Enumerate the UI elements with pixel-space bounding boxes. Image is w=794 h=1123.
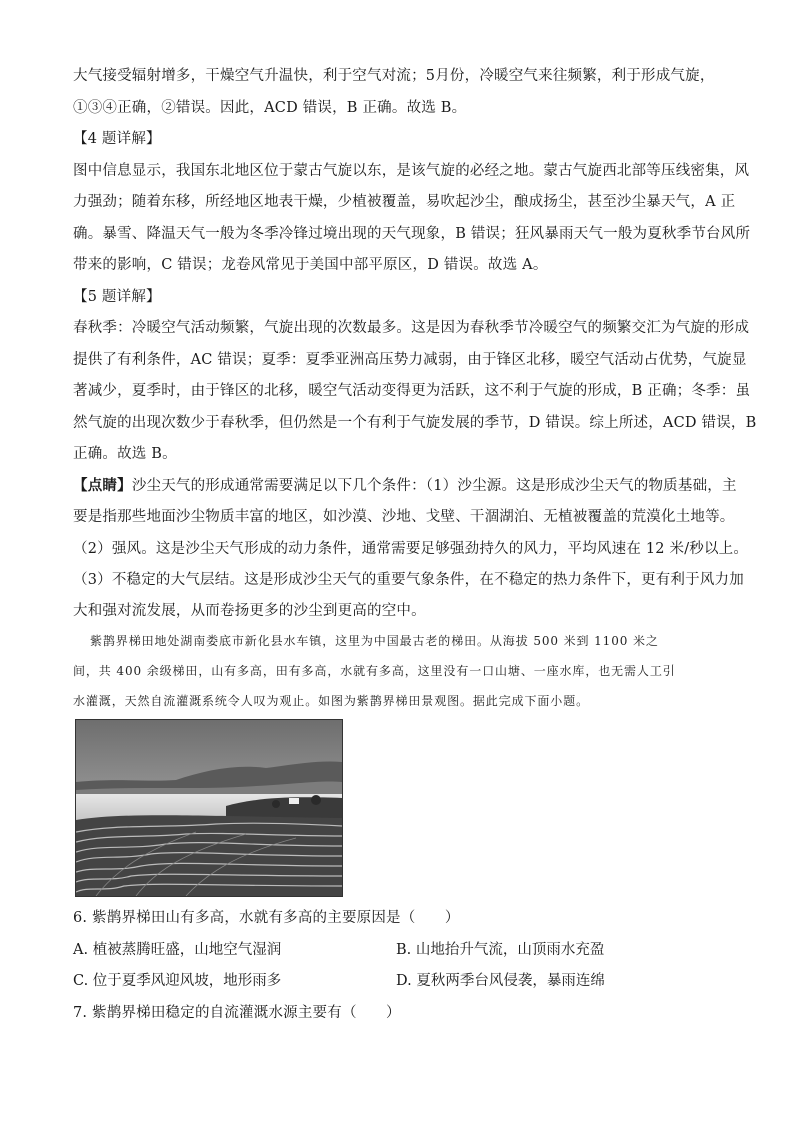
tip-line: （2）强风。这是沙尘天气形成的动力条件，通常需要足够强劲持久的风力，平均风速在 12 米/秒以上。 xyxy=(73,541,749,557)
q4-line: 带来的影响，C 错误；龙卷风常见于美国中部平原区，D 错误。故选 A。 xyxy=(73,257,548,273)
q6-stem: 6. 紫鹊界梯田山有多高，水就有多高的主要原因是（ ） xyxy=(73,910,460,926)
q4-heading: 【4 题详解】 xyxy=(73,131,161,147)
q5-heading: 【5 题详解】 xyxy=(73,289,161,305)
q5-line: 然气旋的出现次数少于春秋季，但仍然是一个有利于气旋发展的季节，D 错误。综上所述，ACD 错误，B xyxy=(73,415,757,431)
q5-line: 著减少，夏季时，由于锋区的北移，暖空气活动变得更为活跃，这不利于气旋的形成，B 正确；冬季：虽 xyxy=(73,383,751,399)
q5-line: 正确。故选 B。 xyxy=(73,446,177,462)
tip-line: 要是指那些地面沙尘物质丰富的地区，如沙漠、沙地、戈壁、干涸湖泊、无植被覆盖的荒漠化土地等。 xyxy=(73,509,735,525)
material-line: 水灌溉，天然自流灌溉系统令人叹为观止。如图为紫鹊界梯田景观图。据此完成下面小题。 xyxy=(73,694,590,708)
terrace-landscape-photo xyxy=(75,719,343,897)
q6-option-a[interactable]: A. 植被蒸腾旺盛，山地空气湿润 xyxy=(73,942,282,958)
text-line: ①③④正确，②错误。因此，ACD 错误，B 正确。故选 B。 xyxy=(73,100,467,116)
q6-option-c[interactable]: C. 位于夏季风迎风坡，地形雨多 xyxy=(73,973,282,989)
q5-line: 春秋季：冷暖空气活动频繁，气旋出现的次数最多。这是因为春秋季节冷暖空气的频繁交汇为气旋的形成 xyxy=(73,320,750,336)
text-line: 大气接受辐射增多，干燥空气升温快，利于空气对流；5月份，冷暖空气来往频繁，利于形成气旋， xyxy=(73,68,715,84)
tip-text: 沙尘天气的形成通常需要满足以下几个条件：（1）沙尘源。这是形成沙尘天气的物质基础，主 xyxy=(131,478,737,494)
q6-option-b[interactable]: B. 山地抬升气流，山顶雨水充盈 xyxy=(396,942,605,958)
tip-line: 大和强对流发展，从而卷扬更多的沙尘到更高的空中。 xyxy=(73,603,426,619)
q5-line: 提供了有利条件，AC 错误；夏季：夏季亚洲高压势力减弱，由于锋区北移，暖空气活动占优势，气旋显 xyxy=(73,352,747,368)
q4-line: 力强劲；随着东移，所经地区地表干燥，少植被覆盖，易吹起沙尘，酿成扬尘，甚至沙尘暴天气，A 正 xyxy=(73,194,736,210)
material-line: 间，共 400 余级梯田，山有多高，田有多高，水就有多高，这里没有一口山塘、一座水库，也无需人工引 xyxy=(73,664,676,678)
material-line: 紫鹊界梯田地处湖南娄底市新化县水车镇，这里为中国最古老的梯田。从海拔 500 米到 1100 米之 xyxy=(90,634,659,648)
q6-option-d[interactable]: D. 夏秋两季台风侵袭，暴雨连绵 xyxy=(396,973,605,989)
tip-label: 【点睛】 xyxy=(73,477,132,494)
tip-line: （3）不稳定的大气层结。这是形成沙尘天气的重要气象条件，在不稳定的热力条件下，更有利于风力加 xyxy=(73,572,744,588)
q7-stem: 7. 紫鹊界梯田稳定的自流灌溉水源主要有（ ） xyxy=(73,1005,401,1021)
tip-line xyxy=(73,476,737,496)
q4-line: 确。暴雪、降温天气一般为冬季冷锋过境出现的天气现象，B 错误；狂风暴雨天气一般为夏秋季节台风所 xyxy=(73,226,751,242)
q4-line: 图中信息显示，我国东北地区位于蒙古气旋以东，是该气旋的必经之地。蒙古气旋西北部等压线密集，风 xyxy=(73,163,750,179)
